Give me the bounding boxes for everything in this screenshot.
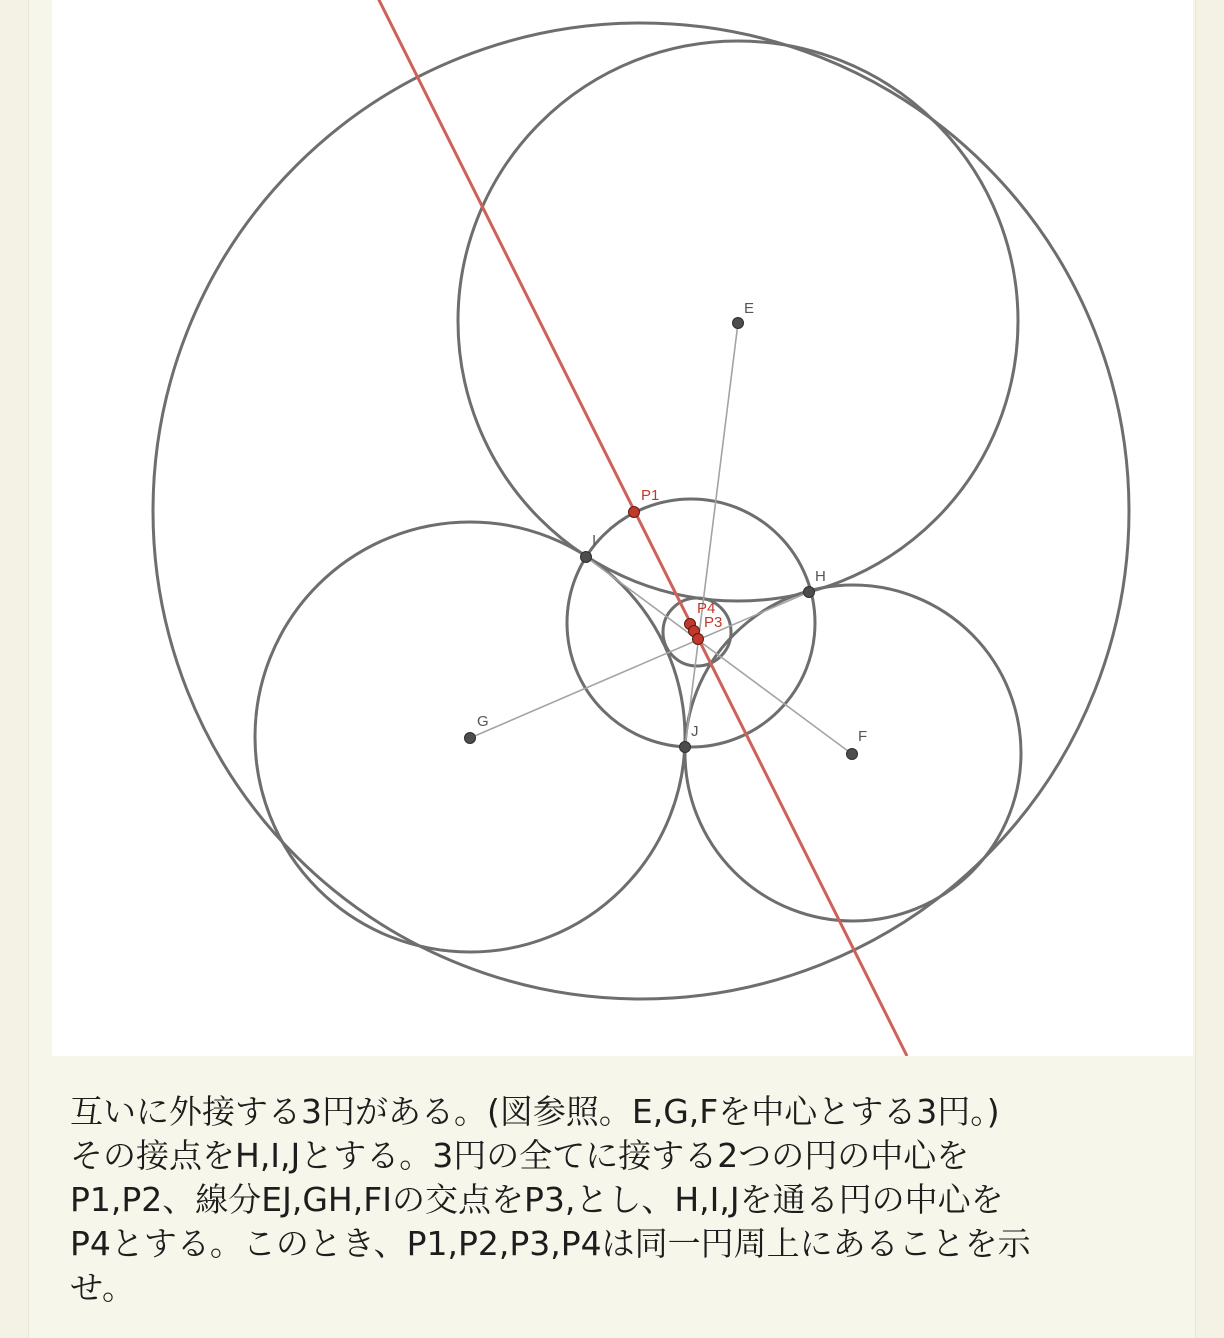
right-page-margin bbox=[1195, 0, 1224, 1338]
geometry-figure bbox=[52, 0, 1193, 1056]
problem-line-5: せ。 bbox=[70, 1268, 136, 1307]
segment-EJ bbox=[685, 323, 738, 747]
point-P1 bbox=[629, 507, 640, 518]
label-F: F bbox=[858, 728, 868, 745]
problem-line-1: 互いに外接する3円がある。(図参照。E,G,Fを中心とする3円。) bbox=[70, 1092, 1000, 1131]
label-P3: P3 bbox=[704, 614, 723, 631]
label-G: G bbox=[477, 713, 489, 730]
label-P4: P4 bbox=[697, 600, 716, 617]
problem-line-2: その接点をH,I,Jとする。3円の全てに接する2つの円の中心を bbox=[70, 1136, 970, 1175]
point-P3 bbox=[693, 634, 704, 645]
segment-GH bbox=[470, 592, 809, 738]
point-E bbox=[733, 318, 744, 329]
left-page-margin bbox=[0, 0, 29, 1338]
geometry-svg bbox=[52, 0, 1193, 1056]
label-J: J bbox=[691, 723, 699, 740]
point-G bbox=[465, 733, 476, 744]
point-J bbox=[680, 742, 691, 753]
point-F bbox=[847, 749, 858, 760]
point-I bbox=[581, 552, 592, 563]
label-H: H bbox=[815, 568, 826, 585]
problem-line-3: P1,P2、線分EJ,GH,FIの交点をP3,とし、H,I,Jを通る円の中心を bbox=[70, 1180, 1004, 1219]
label-P1: P1 bbox=[641, 487, 660, 504]
label-E: E bbox=[744, 300, 755, 317]
problem-statement bbox=[70, 1090, 1180, 1310]
line-P1-P3-P4 bbox=[378, 0, 907, 1056]
problem-line-4: P4とする。このとき、P1,P2,P3,P4は同一円周上にあることを示 bbox=[70, 1224, 1031, 1263]
point-H bbox=[804, 587, 815, 598]
label-I: I bbox=[592, 532, 597, 549]
